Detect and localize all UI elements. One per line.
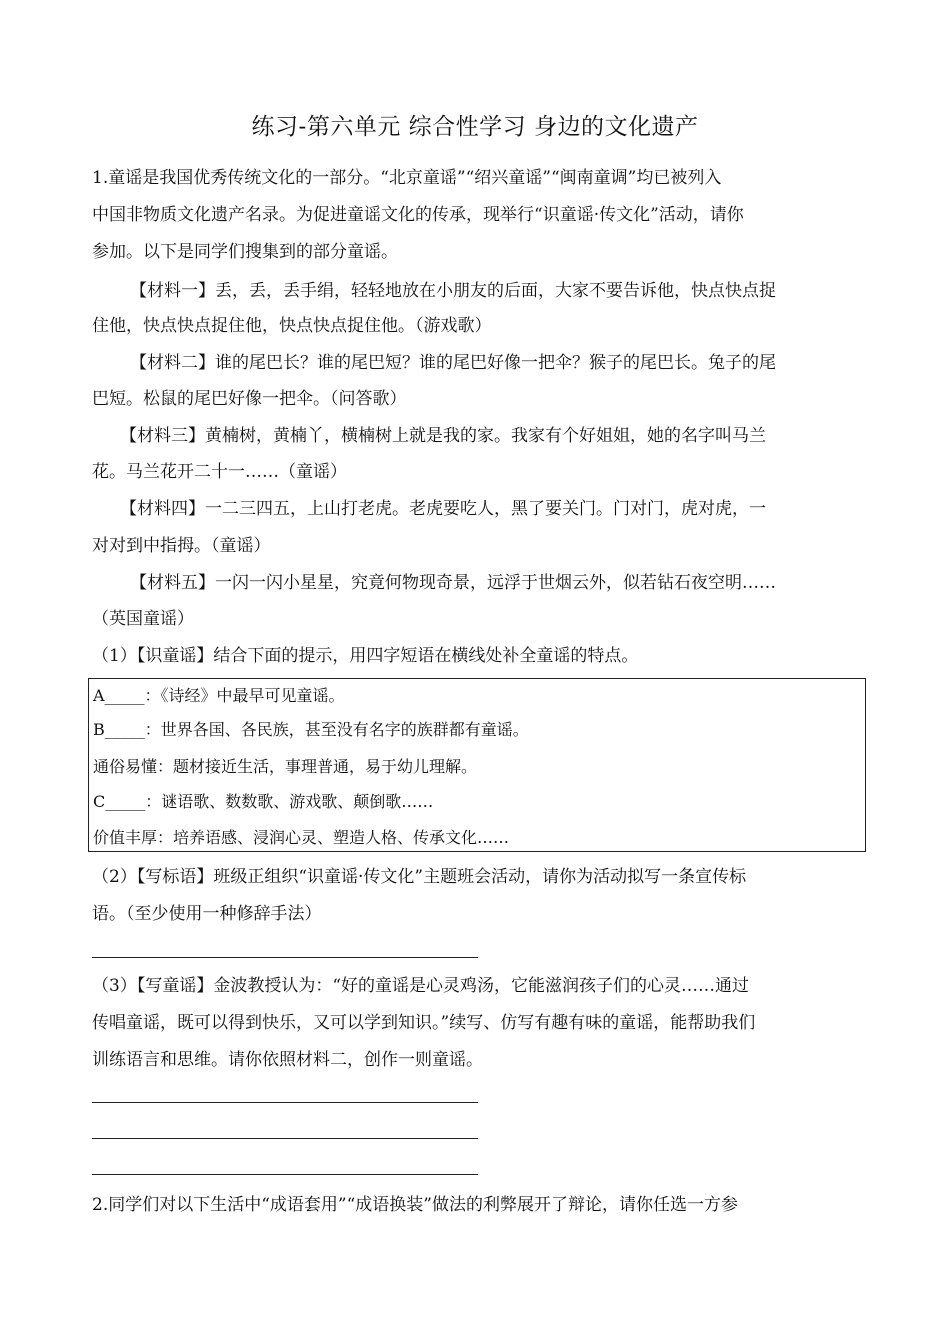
material-3-line-2: 花。马兰花开二十一……（童谣） [92, 462, 347, 482]
trait-row-easy: 通俗易懂：题材接近生活，事理普通，易于幼儿理解。 [93, 757, 478, 776]
q1-intro-line-1: 1.童谣是我国优秀传统文化的一部分。“北京童谣”“绍兴童谣”“闽南童调”均已被列入 [92, 168, 722, 188]
material-4-line-1: 【材料四】一二三四五，上山打老虎。老虎要吃人，黑了要关门。门对门，虎对虎，一 [120, 499, 766, 519]
material-2-line-1: 【材料二】谁的尾巴长？谁的尾巴短？谁的尾巴好像一把伞？猴子的尾巴长。兔子的尾 [130, 353, 776, 373]
answer-line-rhyme-2 [92, 1138, 478, 1139]
q1-sub3-line-2: 传唱童谣，既可以得到快乐，又可以学到知识。”续写、仿写有趣有味的童谣，能帮助我们 [92, 1013, 756, 1033]
material-3-line-1: 【材料三】黄楠树，黄楠丫，横楠树上就是我的家。我家有个好姐姐，她的名字叫马兰 [120, 426, 766, 446]
answer-line-rhyme-3 [92, 1174, 478, 1175]
material-5-line-1: 【材料五】一闪一闪小星星，究竟何物现奇景，远浮于世烟云外，似若钻石夜空明…… [130, 573, 776, 593]
material-2-line-2: 巴短。松鼠的尾巴好像一把伞。（问答歌） [92, 389, 407, 409]
page-title: 练习-第六单元 综合性学习 身边的文化遗产 [251, 114, 699, 140]
material-5-line-2: （英国童谣） [92, 609, 194, 629]
answer-line-rhyme-1 [92, 1102, 478, 1103]
trait-row-b: B_____：世界各国、各民族，甚至没有名字的族群都有童谣。 [93, 720, 529, 739]
q1-sub2-line-2: 语。（至少使用一种修辞手法） [92, 904, 322, 924]
traits-box [88, 678, 866, 852]
q2-intro-line: 2.同学们对以下生活中“成语套用”“成语换装”做法的利弊展开了辩论，请你任选一方参 [92, 1195, 738, 1215]
material-1-line-2: 住他，快点快点捉住他，快点快点捉住他。（游戏歌） [92, 316, 492, 336]
answer-line-slogan [92, 957, 478, 958]
q1-intro-line-2: 中国非物质文化遗产名录。为促进童谣文化的传承，现举行“识童谣·传文化”活动，请你 [92, 205, 744, 225]
material-4-line-2: 对对到中指拇。（童谣） [92, 536, 271, 556]
material-1-line-1: 【材料一】丢，丢，丢手绢，轻轻地放在小朋友的后面，大家不要告诉他，快点快点捉 [130, 281, 776, 301]
q1-sub3-line-3: 训练语言和思维。请你依照材料二，创作一则童谣。 [92, 1050, 483, 1070]
trait-row-c: C_____：谜语歌、数数歌、游戏歌、颠倒歌…… [93, 792, 434, 811]
q1-sub2-line-1: （2）【写标语】班级正组织“识童谣·传文化”主题班会活动，请你为活动拟写一条宣传标 [92, 867, 747, 887]
trait-row-a: A_____：《诗经》中最早可见童谣。 [93, 686, 345, 705]
q1-sub1-prompt: （1）【识童谣】结合下面的提示，用四字短语在横线处补全童谣的特点。 [92, 646, 639, 666]
q1-intro-line-3: 参加。以下是同学们搜集到的部分童谣。 [92, 242, 398, 262]
q1-sub3-line-1: （3）【写童谣】金波教授认为：“好的童谣是心灵鸡汤，它能滋润孩子们的心灵……通过 [92, 976, 750, 996]
trait-row-value: 价值丰厚：培养语感、浸润心灵、塑造人格、传承文化…… [93, 828, 510, 847]
